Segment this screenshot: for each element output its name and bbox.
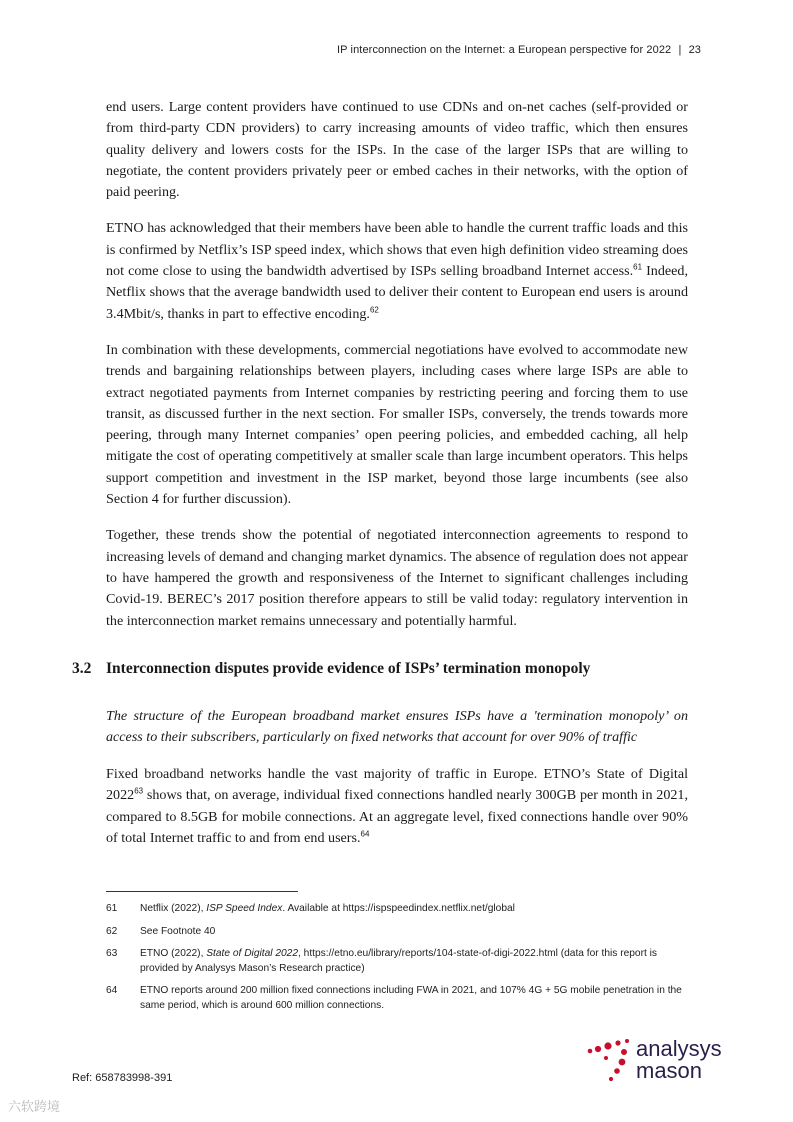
footnote-text-pre: ETNO (2022), bbox=[140, 948, 207, 959]
paragraph-2-part-a: ETNO has acknowledged that their members have been able to handle the current traffic loads and this is confirmed by Netflix’s ISP speed index, which shows that even high definition video streaming does not come close to using the bandwidth advertised by ISPs selling broadband Internet access. bbox=[106, 220, 688, 280]
footnote-text bbox=[140, 902, 686, 917]
footnote-text-italic: ISP Speed Index bbox=[206, 903, 283, 914]
footnote-text-italic: State of Digital 2022 bbox=[206, 948, 298, 959]
paragraph-5 bbox=[106, 764, 688, 849]
logo-text-line2: mason bbox=[636, 1058, 703, 1083]
footnote-text-post[interactable]: . Available at https://ispspeedindex.netflix.net/global bbox=[282, 903, 515, 914]
footnote-ref-62[interactable]: 62 bbox=[369, 304, 379, 314]
footnote-number: 62 bbox=[106, 925, 118, 937]
footnote-number: 64 bbox=[106, 985, 118, 996]
footnote-text-pre: Netflix (2022), bbox=[140, 903, 207, 914]
logo-text-line1: analysys bbox=[636, 1036, 722, 1061]
paragraph-2 bbox=[106, 218, 688, 324]
paragraph-4: Together, these trends show the potential of negotiated interconnection agreements to respond to increasing levels of demand and changing market dynamics. The absence of regulation does not appear to have hampered the growth and responsiveness of the Internet to significant challenges including Covid-19. BEREC’s 2017 position therefore appears to still be valid today: regulatory intervention in the interconnection market remains unnecessary and potentially harmful. bbox=[106, 527, 688, 629]
footnote-text-pre: ETNO reports around 200 million fixed connections including FWA in 2021, and 107% 4G + 5G mobile penetration in the same period, which is around 600 million connections. bbox=[140, 985, 682, 1011]
footnote-number: 63 bbox=[106, 948, 118, 959]
footnote-number: 61 bbox=[106, 903, 118, 914]
watermark: 六软跨境 bbox=[8, 1100, 61, 1115]
footnote-text bbox=[140, 984, 686, 1013]
footnote-64 bbox=[106, 984, 686, 1013]
logo-wordmark bbox=[636, 1038, 722, 1082]
paragraph-2-part-b: Indeed, Netflix shows that the average bandwidth used to deliver their content to European end users is around 3.4Mbit/s, thanks in part to effective encoding. bbox=[106, 263, 688, 322]
footnote-61 bbox=[106, 902, 686, 917]
header-separator: | bbox=[678, 44, 682, 56]
section-number: 3.2 bbox=[72, 660, 92, 677]
logo-dots-icon bbox=[584, 1038, 636, 1090]
section-title: Interconnection disputes provide evidence of ISPs’ termination monopoly bbox=[106, 660, 591, 677]
body-text-upper bbox=[106, 97, 688, 647]
footnote-text-pre: See Footnote 40 bbox=[140, 925, 216, 937]
page-number: 23 bbox=[688, 44, 701, 56]
footnotes bbox=[106, 902, 686, 1021]
paragraph-3: In combination with these developments, commercial negotiations have evolved to accommodate new trends and bargaining relationships between players, including cases where large ISPs are able to extract negotiated payments from Internet companies by restricting peering and forcing them to use transit, as discussed further in the next section. For smaller ISPs, conversely, the trends towards more peering, through many Internet companies’ open peering policies, and embedded caching, all help mitigate the cost of operating competitively at smaller scale than large incumbent operators. This helps support competition and investment in the ISP market, beyond those large incumbents (see also Section 4 for further discussion). bbox=[106, 341, 688, 508]
section-heading bbox=[72, 660, 712, 678]
footnote-divider bbox=[106, 891, 298, 892]
footnote-text bbox=[140, 925, 686, 940]
analysys-mason-logo bbox=[584, 1038, 734, 1090]
paragraph-1: end users. Large content providers have continued to use CDNs and on-net caches (self-provided or from third-party CDN providers) to carry increasing amounts of video traffic, which then ensures quality delivery and lowers costs for the ISPs. In the case of the larger ISPs that are willing to negotiate, the content providers privately peer or embed caches in their networks, with the option of paid peering. bbox=[106, 99, 688, 201]
footnote-ref-61[interactable]: 61 bbox=[633, 262, 643, 272]
document-reference: Ref: 658783998-391 bbox=[72, 1072, 173, 1084]
footnote-text bbox=[140, 947, 686, 976]
footnote-ref-63[interactable]: 63 bbox=[134, 786, 144, 796]
footnote-63 bbox=[106, 947, 686, 976]
footnote-62 bbox=[106, 925, 686, 940]
paragraph-5-part-b: shows that, on average, individual fixed connections handled nearly 300GB per month in 2021, compared to 8.5GB for mobile connections. At an aggregate level, fixed connections handle over 90% of total Internet traffic to and from end users. bbox=[106, 787, 688, 846]
section-lead: The structure of the European broadband market ensures ISPs have a 'termination monopoly’ on access to their subscribers, particularly on fixed networks that account for over 90% of traffic bbox=[106, 708, 688, 746]
body-text-lower bbox=[106, 764, 688, 864]
paragraph-5-part-a: Fixed broadband networks handle the vast majority of traffic in Europe. ETNO’s State of Digital 2022 bbox=[106, 766, 688, 804]
running-header bbox=[337, 44, 701, 56]
header-title: IP interconnection on the Internet: a European perspective for 2022 bbox=[337, 44, 672, 56]
footnote-ref-64[interactable]: 64 bbox=[360, 829, 370, 839]
footnote-text-post[interactable]: , https://etno.eu/library/reports/104-state-of-digi-2022.html (data for this report is provided by Analysys Mason’s Research practice) bbox=[140, 948, 657, 974]
